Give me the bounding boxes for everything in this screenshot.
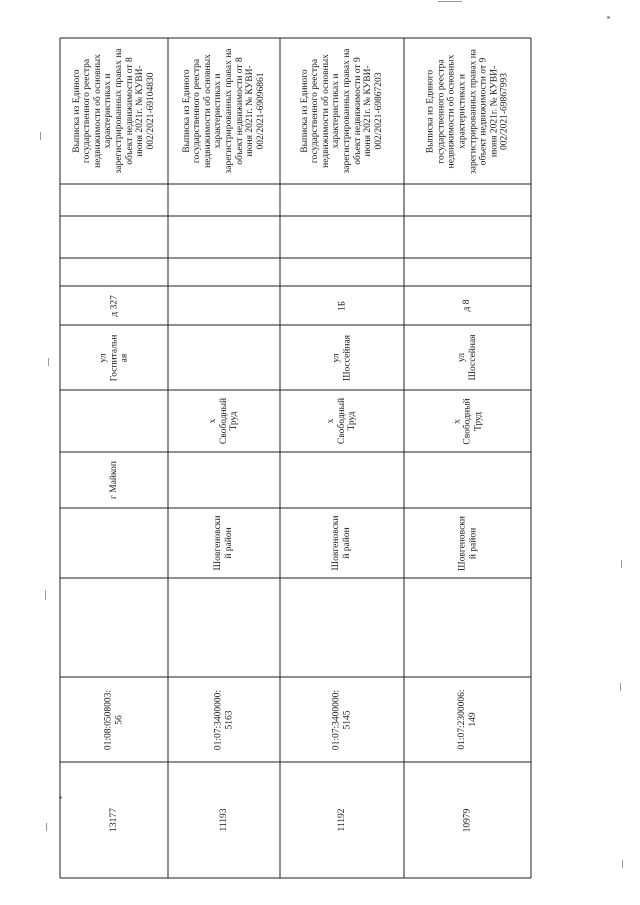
table-cell-city bbox=[404, 452, 531, 508]
cell-text: д 327 bbox=[108, 294, 119, 317]
cell-text: х Свободный Труд bbox=[451, 397, 483, 445]
cell-text: г Майкоп bbox=[108, 461, 119, 499]
table-cell-cadastral bbox=[168, 677, 280, 762]
cell-text: 11192 bbox=[336, 808, 347, 832]
table-cell-id bbox=[60, 762, 168, 878]
cell-text: ул Госпитальн ая bbox=[98, 334, 130, 381]
table-cell-house bbox=[280, 286, 404, 325]
cell-text: Выписка из Единого государственного реестра недвижимости об основных характеристиках и зарегистрированных правах на объект недвижимости от 8 июня 2021г. № КУВИ- 002/2021-69104830 bbox=[71, 48, 156, 174]
table-cell-house bbox=[404, 286, 531, 325]
cell-text: ул Шоссейная bbox=[456, 334, 478, 381]
table-cell-street bbox=[168, 325, 280, 390]
table-cell-cadastral bbox=[404, 677, 531, 762]
table-cell-settlement bbox=[280, 390, 404, 452]
cell-text: д 8 bbox=[462, 299, 473, 312]
table-cell-city bbox=[60, 452, 168, 508]
cell-text: х Свободный Труд bbox=[208, 397, 240, 445]
cell-text: 11193 bbox=[218, 808, 229, 832]
table-cell-settlement bbox=[168, 390, 280, 452]
cell-text: Шовгеновски й район bbox=[213, 515, 234, 571]
cell-text: ул Шоссейная bbox=[331, 334, 352, 381]
table-cell-doc bbox=[404, 38, 531, 184]
cell-text: Шовгеновски й район bbox=[331, 515, 352, 571]
table-cell-settlement bbox=[404, 390, 531, 452]
cell-text: 10979 bbox=[462, 808, 473, 832]
table-cell-street bbox=[60, 325, 168, 390]
cell-text: 01:07:2300006: 149 bbox=[456, 689, 478, 750]
table-cell-doc bbox=[280, 38, 404, 184]
table-cell-house bbox=[60, 286, 168, 325]
table-cell-id bbox=[404, 762, 531, 878]
cell-text: 01:08:0508003: 56 bbox=[103, 689, 124, 750]
cell-text: Выписка из Единого государственного реестра недвижимости об основных характеристиках и зарегистрированных правах на объект недвижимости от 8 июня 2021г. № КУВИ- 002/2021-69096861 bbox=[181, 48, 266, 174]
cell-text: 13177 bbox=[108, 808, 119, 832]
cell-text: 01:07:3400000: 5145 bbox=[331, 689, 352, 750]
table-cell-doc bbox=[168, 38, 280, 184]
table-cell-doc bbox=[60, 38, 168, 184]
table-cell-id bbox=[280, 762, 404, 878]
table-cell-cadastral bbox=[60, 677, 168, 762]
table-cell-settlement bbox=[60, 390, 168, 452]
table-cell-district bbox=[168, 508, 280, 578]
table-cell-city bbox=[280, 452, 404, 508]
cell-text: Шовгеновски й район bbox=[456, 515, 478, 571]
table-cell-city bbox=[168, 452, 280, 508]
table-cell-cadastral bbox=[280, 677, 404, 762]
table-cell-street bbox=[280, 325, 404, 390]
cell-text: х Свободный Труд bbox=[326, 397, 358, 445]
table-cell-house bbox=[168, 286, 280, 325]
table-cell-street bbox=[404, 325, 531, 390]
cell-text: Выписка из Единого государственного реестра недвижимости об основных характеристиках и зарегистрированных правах на объект недвижимости от 9 июня 2021г. № КУВИ- 002/2021-69867993 bbox=[425, 48, 510, 174]
table-cell-district bbox=[60, 508, 168, 578]
cell-text: 01:07:3400000: 5163 bbox=[213, 689, 234, 750]
cell-text: 1Б bbox=[336, 300, 347, 311]
table-cell-id bbox=[168, 762, 280, 878]
table-cell-district bbox=[404, 508, 531, 578]
table-cell-district bbox=[280, 508, 404, 578]
cell-text: Выписка из Единого государственного реестра недвижимости об основных характеристиках и зарегистрированных правах на объект недвижимости от 9 июня 2021г. № КУВИ- 002/2021-69867203 bbox=[299, 48, 384, 174]
